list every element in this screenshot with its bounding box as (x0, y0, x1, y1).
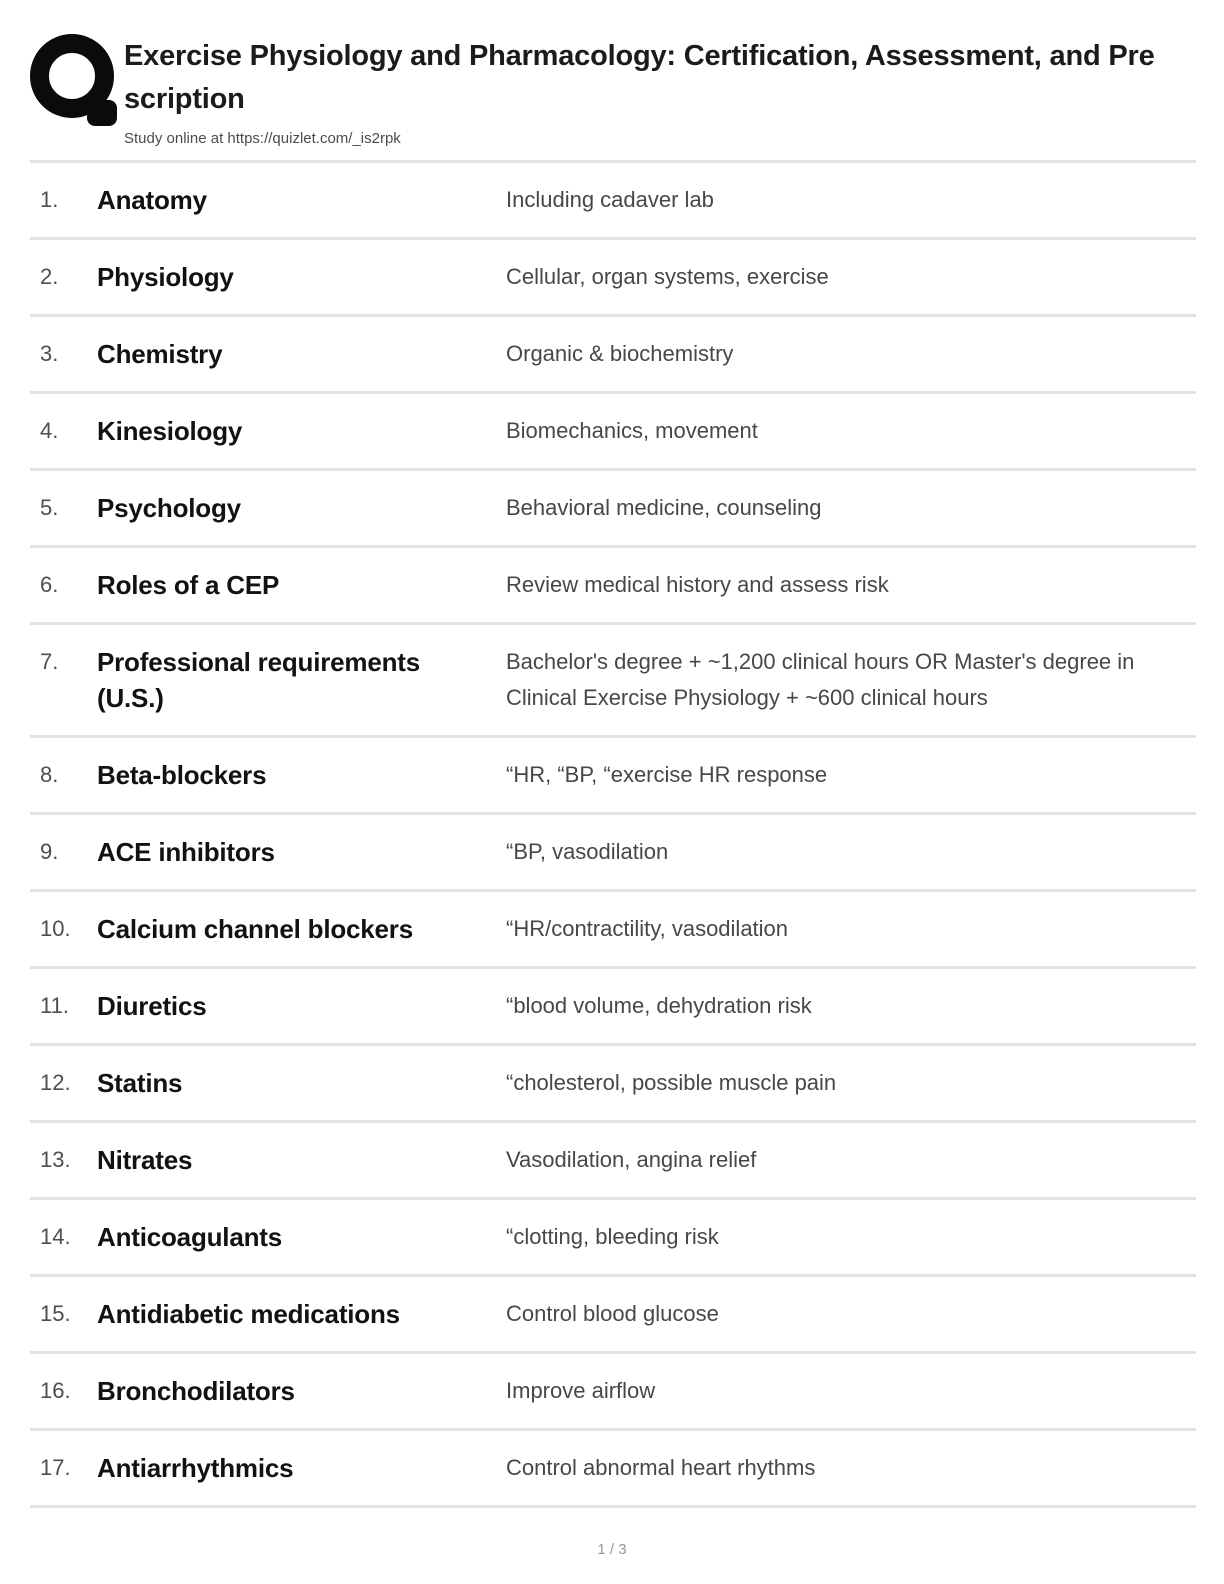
card-term: Roles of a CEP (97, 570, 280, 600)
card-term: Beta-blockers (97, 760, 267, 790)
card-number: 5. (40, 495, 59, 520)
card-number: 11. (40, 993, 69, 1018)
card-term: Chemistry (97, 339, 223, 369)
card-term: Psychology (97, 493, 241, 523)
card-definition: Control abnormal heart rhythms (506, 1455, 816, 1480)
card-row (30, 548, 1196, 625)
card-definition: “cholesterol, possible muscle pain (506, 1070, 837, 1095)
card-term: Professional requirements (U.S.) (97, 647, 420, 713)
card-term: Calcium channel blockers (97, 914, 413, 944)
card-row (30, 738, 1196, 815)
card-row (30, 1123, 1196, 1200)
card-number: 6. (40, 572, 59, 597)
card-definition: Improve airflow (506, 1378, 656, 1403)
card-definition: Bachelor's degree + ~1,200 clinical hours OR Master's degree in Clinical Exercise Physiology + ~600 clinical hours (506, 649, 1135, 710)
card-row (30, 1277, 1196, 1354)
card-number: 4. (40, 418, 59, 443)
card-number: 9. (40, 839, 59, 864)
card-term: Nitrates (97, 1145, 193, 1175)
card-number: 15. (40, 1301, 71, 1326)
card-number: 8. (40, 762, 59, 787)
quizlet-logo-icon (30, 33, 116, 125)
card-row (30, 240, 1196, 317)
card-number: 14. (40, 1224, 71, 1249)
card-number: 7. (40, 649, 59, 674)
card-number: 12. (40, 1070, 71, 1095)
card-definition: Organic & biochemistry (506, 341, 734, 366)
card-row (30, 163, 1196, 240)
card-term: Kinesiology (97, 416, 243, 446)
header-text-block (124, 33, 1224, 147)
card-term: Antidiabetic medications (97, 1299, 400, 1329)
card-row (30, 1354, 1196, 1431)
card-number: 10. (40, 916, 71, 941)
card-row (30, 969, 1196, 1046)
card-definition: Biomechanics, movement (506, 418, 758, 443)
card-definition: “blood volume, dehydration risk (506, 993, 812, 1018)
card-definition: Review medical history and assess risk (506, 572, 889, 597)
card-definition: Vasodilation, angina relief (506, 1147, 757, 1172)
card-definition: Behavioral medicine, counseling (506, 495, 822, 520)
card-definition: “HR/contractility, vasodilation (506, 916, 789, 941)
card-term: Anatomy (97, 185, 207, 215)
card-definition: “BP, vasodilation (506, 839, 669, 864)
page-title (124, 35, 1224, 121)
footer (0, 1508, 1224, 1559)
card-definition: “clotting, bleeding risk (506, 1224, 719, 1249)
card-number: 2. (40, 264, 59, 289)
page-number: 1 / 3 (597, 1541, 627, 1558)
card-row (30, 394, 1196, 471)
study-online-link: Study online at https://quizlet.com/_is2rpk (124, 130, 401, 147)
card-row (30, 1200, 1196, 1277)
card-definition: Control blood glucose (506, 1301, 719, 1326)
card-term: Antiarrhythmics (97, 1453, 294, 1483)
header (0, 0, 1224, 147)
card-term: Diuretics (97, 991, 207, 1021)
card-row (30, 317, 1196, 394)
card-row (30, 892, 1196, 969)
card-definition: Including cadaver lab (506, 187, 714, 212)
logo-tail (87, 100, 117, 126)
card-number: 13. (40, 1147, 71, 1172)
card-number: 16. (40, 1378, 71, 1403)
card-row (30, 625, 1196, 738)
card-term: Bronchodilators (97, 1376, 295, 1406)
card-number: 1. (40, 187, 59, 212)
card-number: 3. (40, 341, 59, 366)
card-term: Statins (97, 1068, 183, 1098)
card-number: 17. (40, 1455, 71, 1480)
card-list (30, 160, 1196, 1508)
card-definition: “HR, “BP, “exercise HR response (506, 762, 828, 787)
page-title-line-1: Exercise Physiology and Pharmacology: Certification, Assessment, and Pre (124, 40, 1155, 72)
card-row (30, 815, 1196, 892)
card-term: Physiology (97, 262, 234, 292)
page-title-line-2: scription (124, 83, 245, 115)
card-row (30, 1431, 1196, 1508)
card-row (30, 1046, 1196, 1123)
card-definition: Cellular, organ systems, exercise (506, 264, 829, 289)
card-term: ACE inhibitors (97, 837, 275, 867)
card-row (30, 471, 1196, 548)
card-term: Anticoagulants (97, 1222, 282, 1252)
